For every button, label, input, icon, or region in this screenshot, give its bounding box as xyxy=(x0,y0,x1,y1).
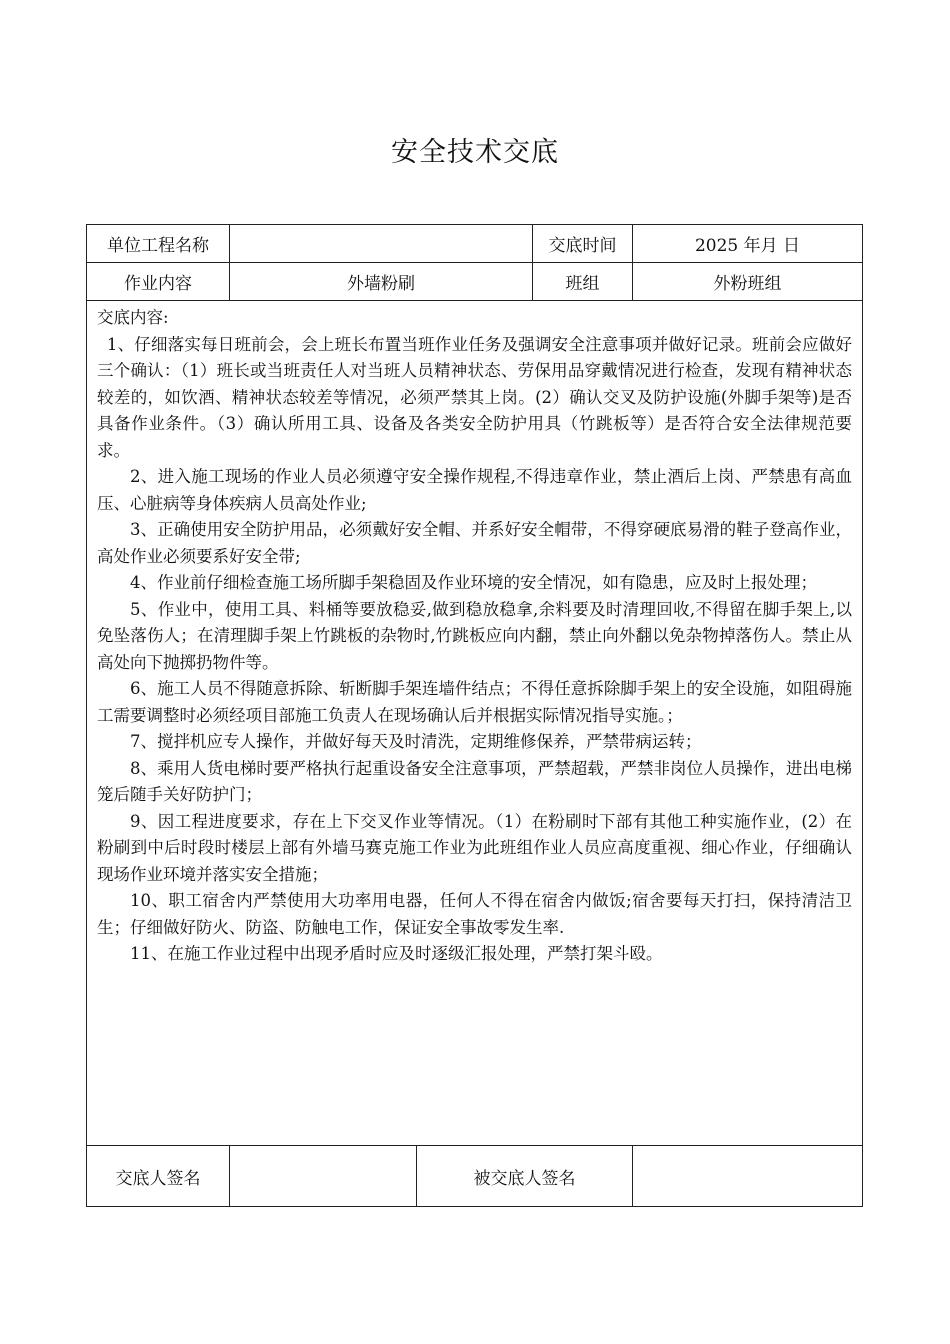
content-paragraph: 7、搅拌机应专人操作，并做好每天及时清洗，定期维修保养，严禁带病运转； xyxy=(130,732,702,751)
giver-signature-field[interactable] xyxy=(230,1146,417,1207)
content-paragraph: 11、在施工作业过程中出现矛盾时应及时逐级汇报处理，严禁打架斗殴。 xyxy=(130,944,663,963)
briefing-content xyxy=(87,301,863,1146)
briefing-time-label: 交底时间 xyxy=(533,225,633,263)
content-paragraph: 2、进入施工现场的作业人员必须遵守安全操作规程,不得违章作业，禁止酒后上岗、严禁患有高血压、心脏病等身体疾病人员高处作业; xyxy=(97,467,852,513)
content-paragraph: 5、作业中，使用工具、料桶等要放稳妥,做到稳放稳拿,余料要及时清理回收,不得留在脚手架上,以免坠落伤人；在清理脚手架上竹跳板的杂物时,竹跳板应向内翻，禁止向外翻以免杂物掉落伤人。禁止从高处向下抛掷扔物件等。 xyxy=(97,599,852,672)
briefing-time-field[interactable]: 2025 年月 日 xyxy=(633,225,863,263)
form-row-signature xyxy=(87,1146,863,1207)
work-content-label: 作业内容 xyxy=(87,263,230,301)
document-title: 安全技术交底 xyxy=(391,137,559,168)
work-content-field[interactable]: 外墙粉刷 xyxy=(230,263,533,301)
form-row-work xyxy=(87,263,863,301)
content-heading: 交底内容: xyxy=(97,308,169,327)
form-row-content xyxy=(87,301,863,1146)
safety-briefing-form xyxy=(86,224,863,1207)
project-name-label: 单位工程名称 xyxy=(87,225,230,263)
receiver-signature-label: 被交底人签名 xyxy=(417,1146,633,1207)
form-row-project xyxy=(87,225,863,263)
team-label: 班组 xyxy=(533,263,633,301)
content-paragraph: 1、仔细落实每日班前会，会上班长布置当班作业任务及强调安全注意事项并做好记录。班前会应做好三个确认：（1）班长或当班责任人对当班人员精神状态、劳保用品穿戴情况进行检查，发现有精神状态较差的，如饮酒、精神状态较差等情况，必须严禁其上岗。(2）确认交叉及防护设施(外脚手架等)是否具备作业条件。（3）确认所用工具、设备及各类安全防护用具（竹跳板等）是否符合安全法律规范要求。 xyxy=(97,334,852,460)
content-paragraph: 10、职工宿舍内严禁使用大功率用电器，任何人不得在宿舍内做饭;宿舍要每天打扫，保持清洁卫生；仔细做好防火、防盗、防触电工作，保证安全事故零发生率. xyxy=(97,891,852,937)
content-paragraph: 4、作业前仔细检查施工场所脚手架稳固及作业环境的安全情况，如有隐患，应及时上报处理； xyxy=(130,573,817,592)
content-paragraph: 8、乘用人货电梯时要严格执行起重设备安全注意事项，严禁超载，严禁非岗位人员操作，进出电梯笼后随手关好防护门； xyxy=(97,758,852,804)
content-paragraph: 3、正确使用安全防护用品，必须戴好安全帽、并系好安全帽带，不得穿硬底易滑的鞋子登高作业，高处作业必须要系好安全带; xyxy=(97,520,852,566)
receiver-signature-field[interactable] xyxy=(633,1146,863,1207)
project-name-field[interactable] xyxy=(230,225,533,263)
team-field[interactable]: 外粉班组 xyxy=(633,263,863,301)
content-paragraph: 9、因工程进度要求，存在上下交叉作业等情况。（1）在粉刷时下部有其他工种实施作业，(2）在粉刷到中后时段时楼层上部有外墙马赛克施工作业为此班组作业人员应高度重视、细心作业，仔细确认现场作业环境并落实安全措施； xyxy=(97,811,852,884)
content-paragraph: 6、施工人员不得随意拆除、斩断脚手架连墙件结点；不得任意拆除脚手架上的安全设施，如阻碍施工需要调整时必须经项目部施工负责人在现场确认后并根据实际情况指导实施。； xyxy=(97,679,852,725)
giver-signature-label: 交底人签名 xyxy=(87,1146,230,1207)
